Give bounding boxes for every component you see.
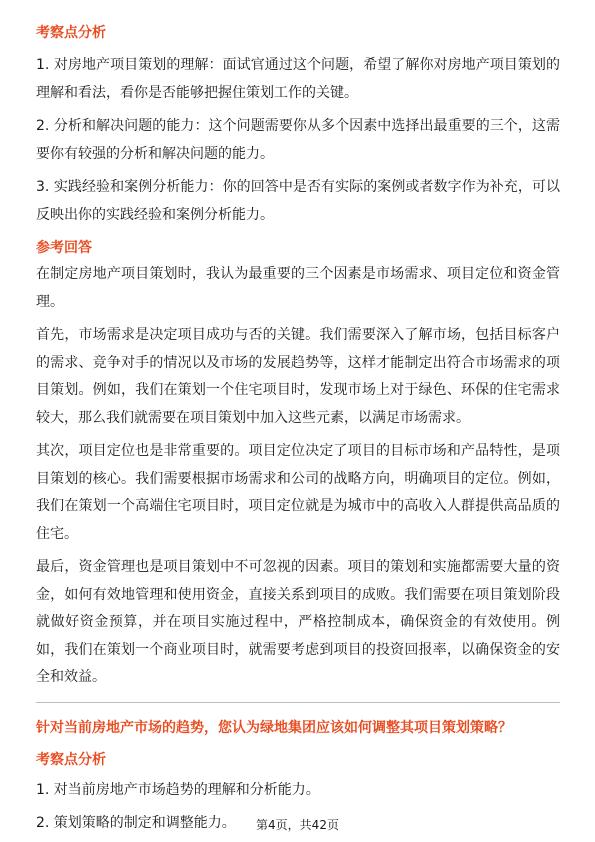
section-heading-analysis-2: 考察点分析 [36,751,106,768]
answer-paragraph: 最后，资金管理也是项目策划中不可忽视的因素。项目的策划和实施都需要大量的资金，如何有效地管理和使用资金，直接关系到项目的成败。我们需要在项目策划阶段就做好资金预算，并在项目实施过程中，严格控制成本，确保资金的有效使用。例如，我们在策划一个商业项目时，就需要考虑到项目的投资回报率，以确保资金的安全和效益。 [36,559,560,685]
page-content [36,22,560,838]
section-heading-reference-answer: 参考回答 [36,240,92,256]
analysis-item: 2. 分析和解决问题的能力：这个问题需要你从多个因素中选择出最重要的三个，这需要你有较强的分析和解决问题的能力。 [36,118,560,162]
answer-paragraph: 首先，市场需求是决定项目成功与否的关键。我们需要深入了解市场，包括目标客户的需求、竞争对手的情况以及市场的发展趋势等，这样才能制定出符合市场需求的项目策划。例如，我们在策划一个住宅项目时，发现市场上对于绿色、环保的住宅需求较大，那么我们就需要在项目策划中加入这些元素，以满足市场需求。 [36,327,560,426]
section-divider [36,702,560,703]
analysis-item: 1. 对当前房地产市场趋势的理解和分析能力。 [36,781,320,798]
section-heading-analysis: 考察点分析 [36,25,106,41]
analysis-item: 3. 实践经验和案例分析能力：你的回答中是否有实际的案例或者数字作为补充，可以反映出你的实践经验和案例分析能力。 [36,179,560,223]
question-title: 针对当前房地产市场的趋势，您认为绿地集团应该如何调整其项目策划策略？ [36,719,512,736]
answer-paragraph: 在制定房地产项目策划时，我认为最重要的三个因素是市场需求、项目定位和资金管理。 [36,266,560,310]
answer-paragraph: 其次，项目定位也是非常重要的。项目定位决定了项目的目标市场和产品特性，是项目策划的核心。我们需要根据市场需求和公司的战略方向，明确项目的定位。例如，我们在策划一个高端住宅项目时，项目定位就是为城市中的高收入人群提供高品质的住宅。 [36,443,560,542]
page-number: 第4页，共42页 [256,818,339,832]
analysis-item: 2. 策划策略的制定和调整能力。 [36,815,236,831]
analysis-item: 1. 对房地产项目策划的理解：面试官通过这个问题，希望了解你对房地产项目策划的理解和看法，看你是否能够把握住策划工作的关键。 [36,57,560,101]
